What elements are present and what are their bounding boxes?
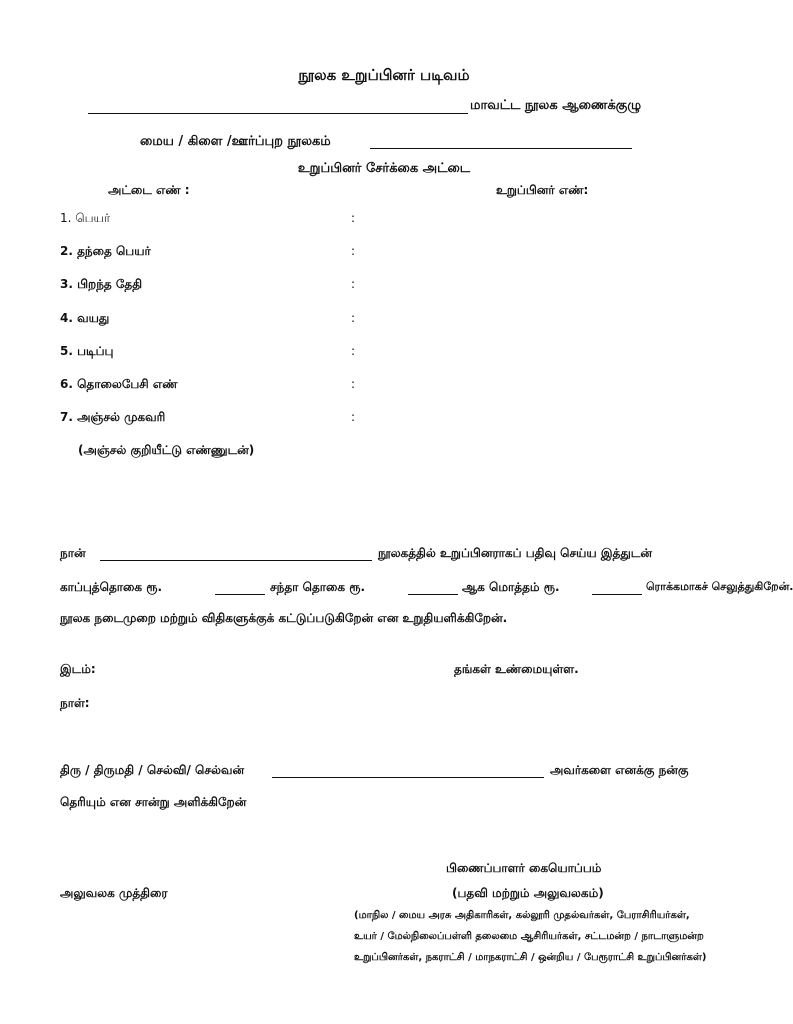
field-name-colon: : xyxy=(351,211,356,225)
eligible-signatories-note-1: (மாநில / மைய அரசு அதிகாரிகள், கல்லூரி முதல்வர்கள், பேராசிரியர்கள், xyxy=(354,910,690,921)
field-name-label: 1. பெயர் xyxy=(60,211,111,225)
form-title: நூலக உறுப்பினர் படிவம் xyxy=(298,66,470,84)
date-label: நாள்: xyxy=(60,696,90,710)
total-label: ஆக மொத்தம் ரூ. xyxy=(462,580,560,594)
deposit-label: காப்புத்தொகை ரூ. xyxy=(60,580,163,594)
district-committee-label: மாவட்ட நூலக ஆணைக்குழு xyxy=(470,98,642,113)
field-education-colon: : xyxy=(351,344,356,358)
witness-prefix: திரு / திருமதி / செல்வி/ செல்வன் xyxy=(60,763,245,777)
pincode-note: (அஞ்சல் குறியீட்டு எண்ணுடன்) xyxy=(78,443,255,457)
subscription-amount-blank[interactable] xyxy=(408,594,458,595)
card-number-label: அட்டை எண் : xyxy=(108,183,190,197)
witness-name-blank[interactable] xyxy=(272,777,544,778)
member-number-label: உறுப்பினர் எண்: xyxy=(496,183,589,197)
deposit-amount-blank[interactable] xyxy=(215,594,265,595)
branch-blank-line[interactable] xyxy=(370,148,632,149)
yours-sincerely: தங்கள் உண்மையுள்ள. xyxy=(454,662,579,676)
field-father-name-colon: : xyxy=(351,244,356,258)
district-blank-line[interactable] xyxy=(88,113,468,114)
witness-suffix: அவர்களை எனக்கு நன்கு xyxy=(550,763,689,777)
field-dob-label: 3. பிறந்த தேதி xyxy=(60,277,143,291)
field-father-name-label: 2. தந்தை பெயர் xyxy=(60,244,151,258)
field-phone-label: 6. தொலைபேசி எண் xyxy=(60,377,178,391)
field-address-colon: : xyxy=(351,410,356,424)
field-education-label: 5. படிப்பு xyxy=(60,344,114,358)
field-age-label: 4. வயது xyxy=(60,311,110,325)
guarantor-signature-label: பிணைப்பாளர் கையொப்பம் xyxy=(446,861,602,875)
branch-library-label: மைய / கிளை /ஊர்ப்புற நூலகம் xyxy=(140,134,331,149)
designation-label: (பதவி மற்றும் அலுவலகம்) xyxy=(452,886,604,900)
total-amount-blank[interactable] xyxy=(592,594,642,595)
eligible-signatories-note-3: உறுப்பினர்கள், நகராட்சி / மாநகராட்சி / ஒன்றிய / பேரூராட்சி உறுப்பினர்கள்) xyxy=(354,952,707,963)
eligible-signatories-note-2: உயர் / மேல்நிலைப்பள்ளி தலைமை ஆசிரியர்கள், சட்டமன்ற / நாடாளுமன்ற xyxy=(354,931,704,942)
rules-undertaking-text: நூலக நடைமுறை மற்றும் விதிகளுக்குக் கட்டுப்படுகிறேன் என உறுதியளிக்கிறேன். xyxy=(60,611,508,625)
field-phone-colon: : xyxy=(351,377,356,391)
subscription-label: சந்தா தொகை ரூ. xyxy=(270,580,366,594)
declaration-prefix: நான் xyxy=(60,546,86,560)
field-address-label: 7. அஞ்சல் முகவரி xyxy=(60,410,166,424)
place-label: இடம்: xyxy=(60,662,96,676)
payment-mode-text: ரொக்கமாகச் செலுத்துகிறேன். xyxy=(646,580,793,593)
field-age-colon: : xyxy=(351,311,356,325)
field-dob-colon: : xyxy=(351,277,356,291)
declaration-name-blank[interactable] xyxy=(100,560,372,561)
membership-card-title: உறுப்பினர் சேர்க்கை அட்டை xyxy=(297,161,471,176)
witness-certification: தெரியும் என சான்று அளிக்கிறேன் xyxy=(60,795,247,809)
office-seal-label: அலுவலக முத்திரை xyxy=(60,886,168,900)
declaration-line1-suffix: நூலகத்தில் உறுப்பினராகப் பதிவு செய்ய இத்துடன் xyxy=(378,546,652,560)
